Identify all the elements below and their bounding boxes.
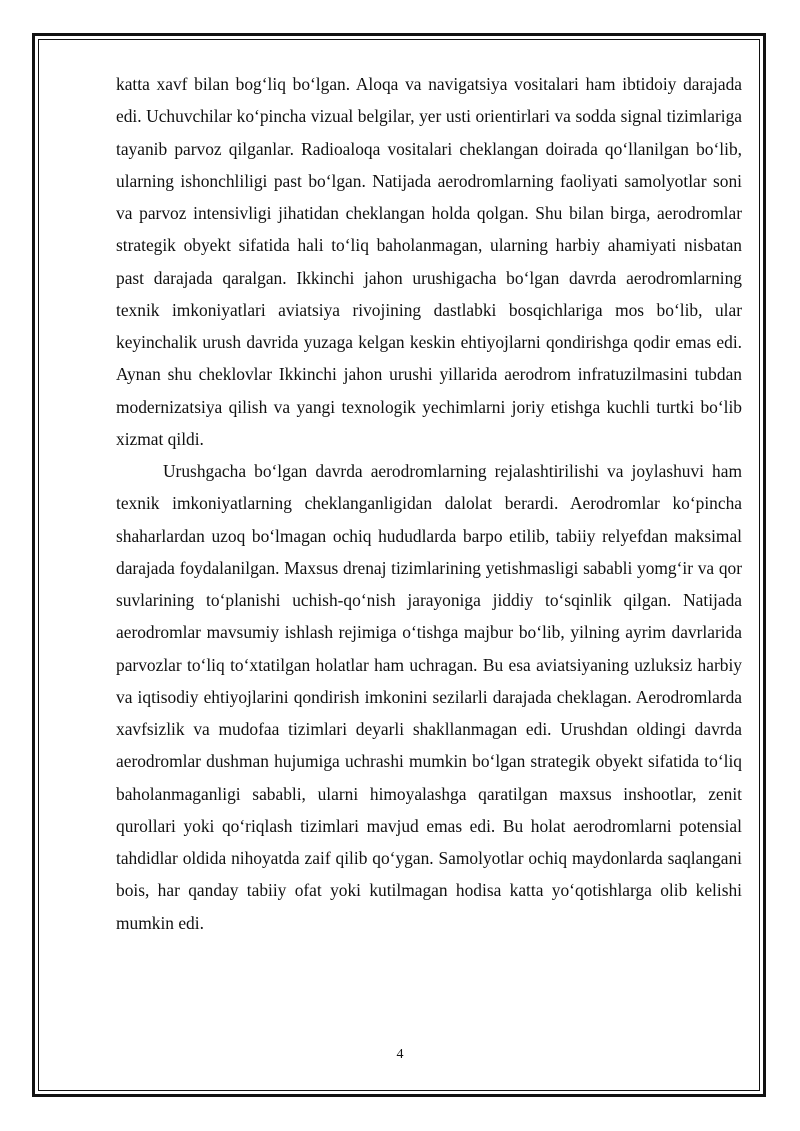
page-number: 4 — [396, 1047, 404, 1062]
paragraph-prewar-aerodromes: Urushgacha bo‘lgan davrda aerodromlarning rejalashtirilishi va joylashuvi ham texnik imkoniyatlarning cheklanganligidan dalolat berardi. Aerodromlar ko‘pincha shaharlardan uzoq bo‘lmagan ochiq hududlarda barpo etilib, tabiiy relyefdan maksimal darajada foydalanilgan. Maxsus drenaj tizimlarining yetishmasligi sababli yomg‘ir va qor suvlarining to‘planishi uchish-qo‘nish jarayoniga jiddiy to‘sqinlik qilgan. Natijada aerodromlar mavsumiy ishlash rejimiga o‘tishga majbur bo‘lib, yilning ayrim davrlarida parvozlar to‘liq to‘xtatilgan holatlar ham uchragan. Bu esa aviatsiyaning uzluksiz harbiy va iqtisodiy ehtiyojlarini qondirish imkonini sezilarli darajada cheklagan. Aerodromlarda xavfsizlik va mudofaa tizimlari deyarli shakllanmagan edi. Urushdan oldingi davrda aerodromlar dushman hujumiga uchrashi mumkin bo‘lgan strategik obyekt sifatida to‘liq baholanmaganligi sababli, ularni himoyalashga qaratilgan maxsus inshootlar, zenit qurollari yoki qo‘riqlash tizimlari mavjud emas edi. Bu holat aerodromlarni potensial tahdidlar oldida nihoyatda zaif qilib qo‘ygan. Samolyotlar ochiq maydonlarda saqlangani bois, har qanday tabiiy ofat yoki kutilmagan hodisa katta yo‘qotishlarga olib kelishi mumkin edi. — [116, 461, 742, 933]
paragraph-continuation: katta xavf bilan bog‘liq bo‘lgan. Aloqa va navigatsiya vositalari ham ibtidoiy darajada edi. Uchuvchilar ko‘pincha vizual belgilar, yer usti orientirlari va sodda signal tizimlariga tayanib parvoz qilganlar. Radioaloqa vositalari cheklangan doirada qo‘llanilgan bo‘lib, ularning ishonchliligi past bo‘lgan. Natijada aerodromlarning faoliyati samolyotlar soni va parvoz intensivligi jihatidan cheklangan holda qolgan. Shu bilan birga, aerodromlar strategik obyekt sifatida hali to‘liq baholanmagan, ularning harbiy ahamiyati nisbatan past darajada qaralgan. Ikkinchi jahon urushigacha bo‘lgan davrda aerodromlarning texnik imkoniyatlari aviatsiya rivojining dastlabki bosqichlariga mos bo‘lib, ular keyinchalik urush davrida yuzaga kelgan keskin ehtiyojlarni qondirishga qodir emas edi. Aynan shu cheklovlar Ikkinchi jahon urushi yillarida aerodrom infratuzilmasini tubdan modernizatsiya qilish va yangi texnologik yechimlarni joriy etishga kuchli turtki bo‘lib xizmat qildi. — [116, 74, 742, 449]
document-body — [116, 68, 742, 939]
